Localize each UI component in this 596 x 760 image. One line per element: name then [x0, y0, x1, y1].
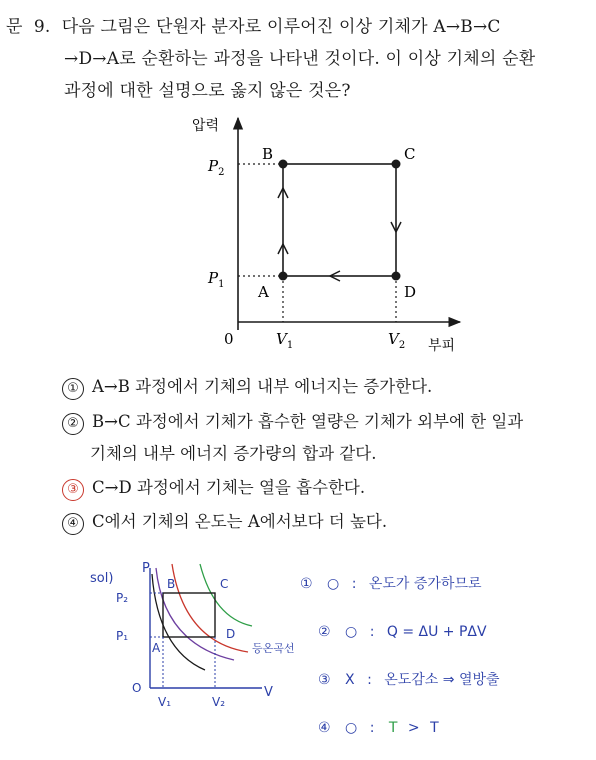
note-2: ② ○ : Q = ΔU + PΔV: [318, 624, 487, 640]
note-4-num: ④: [318, 720, 331, 736]
option-3[interactable]: [62, 474, 365, 501]
label-b: B: [262, 145, 274, 163]
option-2[interactable]: [62, 408, 523, 435]
note-3-text: 온도감소 ⇒ 열방출: [384, 672, 500, 688]
y-axis-label: 압력: [192, 118, 220, 134]
solution-sketch: [0, 540, 596, 760]
sketch-origin: O: [132, 681, 142, 695]
point-b: [279, 160, 288, 169]
cycle-path: [283, 164, 396, 276]
option-1-number: ①: [62, 378, 84, 400]
origin-label: 0: [224, 330, 234, 348]
label-p2: $P_2$: [208, 157, 225, 178]
option-3-text: C→D 과정에서 기체는 열을 흡수한다.: [92, 478, 366, 497]
sketch-label-b: B: [167, 577, 176, 591]
note-2-text: Q = ΔU + PΔV: [386, 624, 487, 640]
question-prefix: 문: [6, 17, 23, 37]
note-4-t-low: T: [430, 720, 439, 736]
note-3: ③ X : 온도감소 ⇒ 열방출: [318, 672, 500, 688]
note-1: ① ○ : 온도가 증가하므로: [300, 576, 482, 592]
x-axis-label: 부피: [428, 338, 456, 354]
label-p1: $P_1$: [208, 269, 225, 290]
sketch-v1: V₁: [158, 695, 172, 709]
label-a: A: [258, 283, 269, 301]
option-1[interactable]: [62, 373, 432, 400]
sketch-label-a: A: [152, 641, 161, 655]
option-1-text: A→B 과정에서 기체의 내부 에너지는 증가한다.: [92, 377, 433, 396]
note-4-gt: >: [407, 720, 420, 736]
label-c: C: [404, 145, 416, 163]
sketch-label-c: C: [220, 577, 229, 591]
question-line-3: 과정에 대한 설명으로 옳지 않은 것은?: [64, 81, 351, 101]
isotherm-curve-green: [200, 564, 252, 626]
sketch-p1: P₁: [116, 629, 129, 643]
option-2-number: ②: [62, 413, 84, 435]
option-4[interactable]: [62, 508, 387, 535]
note-4-t-high: T: [388, 720, 398, 736]
note-2-num: ②: [318, 624, 331, 640]
point-d: [392, 272, 401, 281]
question-line-2: →D→A로 순환하는 과정을 나타낸 것이다. 이 이상 기체의 순환: [64, 49, 536, 69]
sketch-v2: V₂: [212, 695, 226, 709]
solution-label: sol): [90, 571, 114, 586]
sketch-p2: P₂: [116, 591, 129, 605]
note-1-text: 온도가 증가하므로: [368, 576, 482, 592]
option-2-text-continued: 기체의 내부 에너지 증가량의 합과 같다.: [90, 444, 377, 463]
note-1-mark: ○: [327, 576, 340, 592]
note-2-mark: ○: [345, 624, 358, 640]
option-4-text: C에서 기체의 온도는 A에서보다 더 높다.: [92, 512, 388, 531]
sketch-p-label: P: [142, 561, 150, 576]
note-3-mark: X: [345, 672, 355, 688]
sketch-label-d: D: [226, 627, 236, 641]
sketch-isotherm-label: 등온곡선: [252, 642, 295, 655]
point-a: [279, 272, 288, 281]
note-4-mark: ○: [345, 720, 358, 736]
pv-diagram: [0, 0, 596, 370]
note-3-num: ③: [318, 672, 331, 688]
question-text-1: 다음 그림은 단원자 분자로 이루어진 이상 기체가 A→B→C: [61, 17, 501, 37]
label-d: D: [404, 283, 417, 301]
sketch-v-label: V: [264, 685, 273, 700]
note-1-num: ①: [300, 576, 313, 592]
option-3-number: ③: [62, 479, 84, 501]
label-v1: $V_1$: [276, 330, 294, 351]
point-c: [392, 160, 401, 169]
question-number: 9.: [33, 17, 51, 37]
note-4: ④ ○ : T > T: [318, 720, 439, 736]
isotherm-curve-red: [172, 564, 248, 652]
label-v2: $V_2$: [388, 330, 406, 351]
option-2-text: B→C 과정에서 기체가 흡수한 열량은 기체가 외부에 한 일과: [92, 412, 524, 431]
option-4-number: ④: [62, 513, 84, 535]
